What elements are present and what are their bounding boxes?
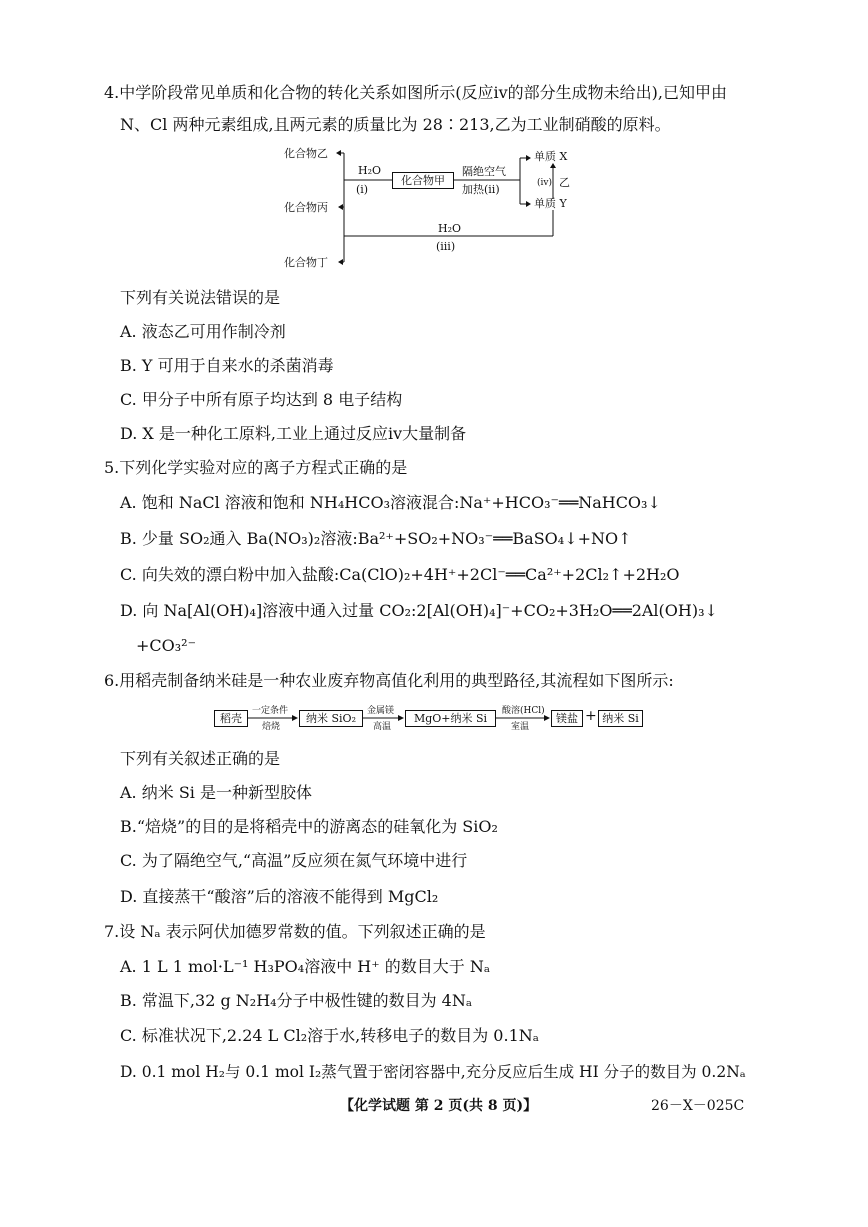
plus-sign: + [585, 708, 597, 724]
step2-reagent: 金属镁 [367, 706, 395, 716]
rice-husk-box: 稻壳 [214, 710, 248, 727]
q5-option-d-continued: +CO₃²⁻ [136, 636, 197, 655]
q5-option-c: C. 向失效的漂白粉中加入盐酸:Ca(ClO)₂+4H⁺+2Cl⁻══Ca²⁺+2Cl₂↑+2H₂O [120, 565, 680, 584]
reaction-ii-label: 加热(ⅱ) [462, 183, 500, 196]
q7-option-b: B. 常温下,32 g N₂H₄分子中极性键的数目为 4Nₐ [120, 991, 473, 1010]
q7-option-c: C. 标准状况下,2.24 L Cl₂溶于水,转移电子的数目为 0.1Nₐ [120, 1026, 539, 1045]
q6-prompt: 下列有关叙述正确的是 [120, 749, 281, 768]
q6-option-c: C. 为了隔绝空气,“高温”反应须在氮气环境中进行 [120, 851, 468, 870]
reaction-i-reagent: H₂O [358, 164, 382, 177]
compound-yi-short: 乙 [559, 176, 570, 189]
q7-stem: 7.设 Nₐ 表示阿伏加德罗常数的值。下列叙述正确的是 [104, 922, 486, 941]
page-footer: 【化学试题 第 2 页(共 8 页)】 [340, 1098, 538, 1114]
q4-option-c: C. 甲分子中所有原子均达到 8 电子结构 [120, 390, 403, 409]
q5-option-b: B. 少量 SO₂通入 Ba(NO₃)₂溶液:Ba²⁺+SO₂+NO₃⁻══BaSO₄↓+NO↑ [120, 529, 632, 548]
reaction-iv-label: (ⅳ) [537, 178, 552, 188]
mg-salt-box: 镁盐 [551, 710, 583, 727]
q6-option-b: B.“焙烧”的目的是将稻壳中的游离态的硅氧化为 SiO₂ [120, 817, 498, 836]
q4-stem-line2: N、Cl 两种元素组成,且两元素的质量比为 28∶213,乙为工业制硝酸的原料。 [120, 115, 671, 134]
q6-stem: 6.用稻壳制备纳米硅是一种农业废弃物高值化利用的典型路径,其流程如下图所示: [104, 671, 674, 690]
q4-option-d: D. X 是一种化工原料,工业上通过反应ⅳ大量制备 [120, 424, 467, 443]
nano-si-box: 纳米 Si [598, 710, 643, 727]
compound-ding-label: 化合物丁 [284, 256, 328, 269]
step3-reagent: 酸溶(HCl) [502, 706, 545, 716]
compound-bing-label: 化合物丙 [284, 201, 328, 214]
step2-condition: 高温 [373, 722, 392, 732]
compound-yi-label: 化合物乙 [284, 147, 328, 160]
nano-sio2-box: 纳米 SiO₂ [299, 710, 363, 727]
reaction-iii-reagent: H₂O [438, 222, 462, 235]
element-y-label: 单质 Y [534, 197, 567, 210]
reaction-iii-label: (ⅲ) [436, 240, 456, 253]
element-x-label: 单质 X [534, 150, 568, 163]
q5-option-d: D. 向 Na[Al(OH)₄]溶液中通入过量 CO₂:2[Al(OH)₄]⁻+CO₂+3H₂O══2Al(OH)₃↓ [120, 601, 718, 620]
compound-jia-box: 化合物甲 [392, 172, 454, 189]
q4-stem-line1: 4.中学阶段常见单质和化合物的转化关系如图所示(反应ⅳ的部分生成物未给出),已知甲由 [104, 83, 727, 102]
q6-option-d: D. 直接蒸干“酸溶”后的溶液不能得到 MgCl₂ [120, 887, 439, 906]
q4-option-a: A. 液态乙可用作制冷剂 [120, 322, 286, 341]
exam-code: 26－X－025C [651, 1098, 745, 1114]
mgo-nano-si-box: MgO+纳米 Si [405, 710, 496, 727]
q7-option-d: D. 0.1 mol H₂与 0.1 mol I₂蒸气置于密闭容器中,充分反应后生成 HI 分子的数目为 0.2Nₐ [120, 1063, 746, 1081]
reaction-i-label: (ⅰ) [356, 183, 369, 196]
q7-option-a: A. 1 L 1 mol·L⁻¹ H₃PO₄溶液中 H⁺ 的数目大于 Nₐ [120, 957, 491, 976]
reaction-ii-condition: 隔绝空气 [462, 165, 506, 178]
q4-prompt: 下列有关说法错误的是 [120, 288, 281, 307]
q6-option-a: A. 纳米 Si 是一种新型胶体 [120, 783, 312, 802]
step1-roast: 焙烧 [262, 722, 281, 732]
step1-condition: 一定条件 [252, 706, 289, 716]
step3-condition: 室温 [511, 722, 530, 732]
q4-option-b: B. Y 可用于自来水的杀菌消毒 [120, 356, 334, 375]
q5-stem: 5.下列化学实验对应的离子方程式正确的是 [104, 458, 408, 477]
q5-option-a: A. 饱和 NaCl 溶液和饱和 NH₄HCO₃溶液混合:Na⁺+HCO₃⁻══NaHCO₃↓ [120, 493, 661, 512]
